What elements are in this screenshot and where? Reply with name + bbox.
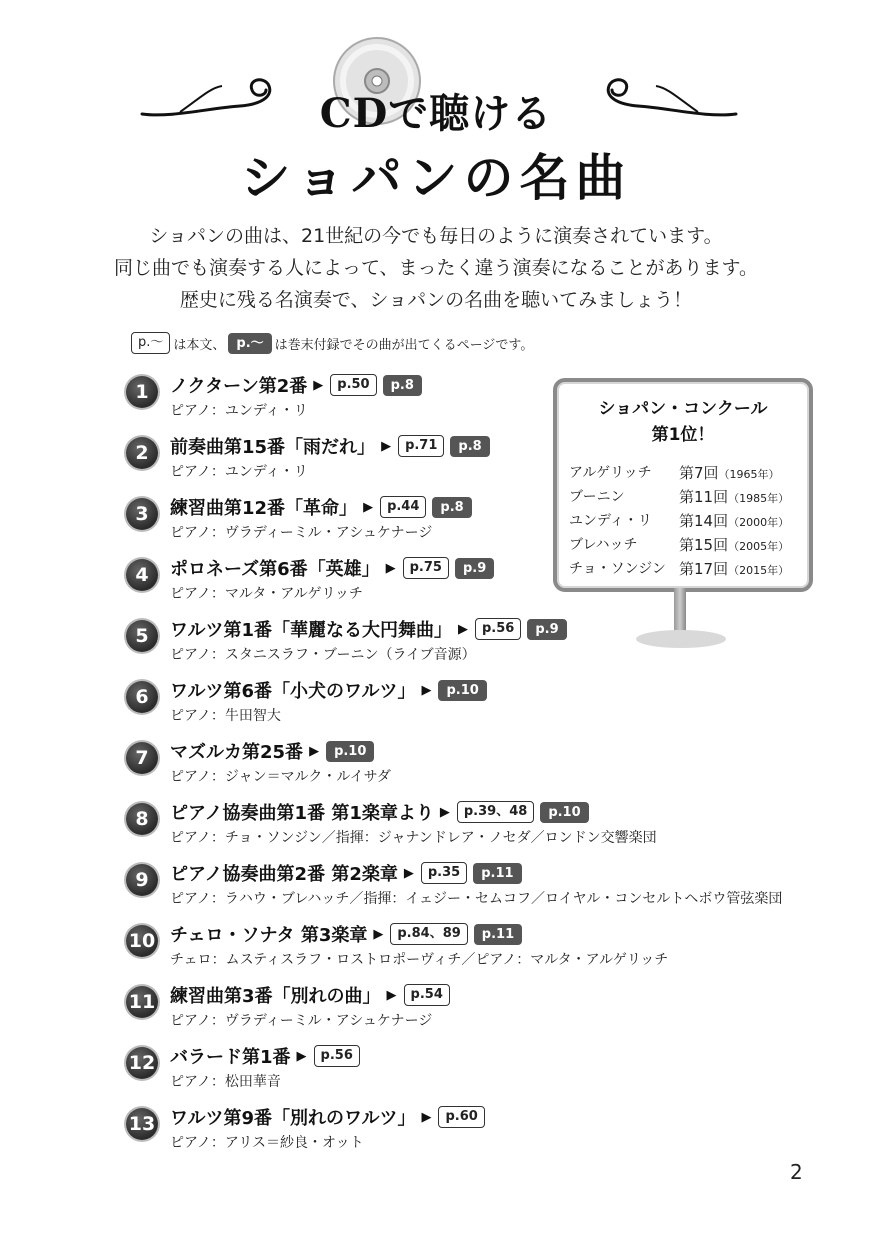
track-title: チェロ・ソナタ 第3楽章 <box>170 925 368 946</box>
text-page-ref: p.60 <box>438 1106 484 1128</box>
appendix-page-ref: p.8 <box>432 497 471 518</box>
track-title-row <box>170 738 377 764</box>
track-title-row <box>170 433 493 459</box>
track-item <box>126 738 826 794</box>
winner-round-number: 第11回 <box>679 488 729 506</box>
track-title: ワルツ第9番「別れのワルツ」 <box>170 1108 416 1129</box>
track-performer: ピアノ：ユンディ・リ <box>170 403 308 419</box>
winner-name: チョ・ソンジン <box>569 561 666 577</box>
winner-year: （2000年） <box>728 516 790 529</box>
winner-name: アルゲリッチ <box>569 465 652 481</box>
appendix-page-ref: p.11 <box>474 924 522 945</box>
winner-name: ブーニン <box>569 489 625 505</box>
play-arrow-icon: ▶ <box>385 560 396 576</box>
track-title: 練習曲第3番「別れの曲」 <box>170 986 381 1007</box>
play-arrow-icon: ▶ <box>296 1048 307 1064</box>
play-arrow-icon: ▶ <box>373 926 384 942</box>
track-performer: ピアノ：ヴラディーミル・アシュケナージ <box>170 525 433 541</box>
track-number-badge: 12 <box>126 1047 158 1079</box>
track-number-badge: 3 <box>126 498 158 530</box>
track-title-row <box>170 677 490 703</box>
track-performer: ピアノ：ラハウ・ブレハッチ／指揮：イェジー・セムコフ／ロイヤル・コンセルトヘボウ管弦楽団 <box>170 891 783 907</box>
competition-sign <box>553 378 813 592</box>
winner-round <box>679 534 789 555</box>
text-page-ref: p.71 <box>398 435 444 457</box>
track-title-row <box>170 1104 488 1130</box>
track-item <box>126 1043 826 1099</box>
winner-round-number: 第15回 <box>679 536 729 554</box>
track-item <box>126 799 826 855</box>
track-title-row <box>170 982 453 1008</box>
track-title: 前奏曲第15番「雨だれ」 <box>170 437 376 458</box>
track-performer: ピアノ：スタニスラフ・ブーニン（ライブ音源） <box>170 647 476 663</box>
winner-name: ブレハッチ <box>569 537 638 553</box>
page-title-line2: ショパンの名曲 <box>240 149 632 207</box>
appendix-page-ref: p.10 <box>326 741 374 762</box>
winner-year: （2005年） <box>728 540 790 553</box>
track-performer: ピアノ：松田華音 <box>170 1074 281 1090</box>
track-title-row <box>170 799 592 825</box>
track-title-row <box>170 372 425 398</box>
text-page-ref: p.44 <box>380 496 426 518</box>
track-performer: ピアノ：ジャン＝マルク・ルイサダ <box>170 769 391 785</box>
page-number: 2 <box>790 1160 803 1184</box>
track-number-badge: 11 <box>126 986 158 1018</box>
winner-round <box>679 462 780 483</box>
winner-round <box>679 510 789 531</box>
track-title: ノクターン第2番 <box>170 376 308 397</box>
appendix-page-ref: p.8 <box>383 375 422 396</box>
play-arrow-icon: ▶ <box>421 1109 432 1125</box>
appendix-page-ref: p.9 <box>527 619 566 640</box>
track-item <box>126 860 826 916</box>
track-number-badge: 10 <box>126 925 158 957</box>
winner-year: （1965年） <box>718 468 780 481</box>
winner-round-number: 第17回 <box>679 560 729 578</box>
intro-text <box>0 220 872 316</box>
sign-base <box>636 630 726 648</box>
track-number-badge: 6 <box>126 681 158 713</box>
track-title: マズルカ第25番 <box>170 742 304 763</box>
track-item <box>126 1104 826 1160</box>
page-header <box>0 0 872 210</box>
text-page-ref: p.56 <box>475 618 521 640</box>
track-item <box>126 921 826 977</box>
page-title-line1: CDで聴ける <box>319 90 553 137</box>
play-arrow-icon: ▶ <box>309 743 320 759</box>
track-performer: ピアノ：ユンディ・リ <box>170 464 308 480</box>
text-page-ref: p.39、48 <box>457 801 534 823</box>
track-number-badge: 1 <box>126 376 158 408</box>
track-performer: ピアノ：アリス＝紗良・オット <box>170 1135 364 1151</box>
page-legend <box>128 332 533 354</box>
appendix-page-ref: p.10 <box>438 680 486 701</box>
play-arrow-icon: ▶ <box>381 438 392 454</box>
appendix-page-ref: p.8 <box>450 436 489 457</box>
legend-text: は巻末付録でその曲が出てくるページです。 <box>274 337 534 353</box>
competition-title <box>557 396 809 448</box>
text-page-ref: p.54 <box>404 984 450 1006</box>
text-page-ref: p.84、89 <box>390 923 467 945</box>
intro-line: 歴史に残る名演奏で、ショパンの名曲を聴いてみましょう！ <box>179 289 693 311</box>
track-title-row <box>170 555 497 581</box>
track-performer: ピアノ：ヴラディーミル・アシュケナージ <box>170 1013 433 1029</box>
track-title-row <box>170 1043 363 1069</box>
track-number-badge: 2 <box>126 437 158 469</box>
appendix-page-sample: p.～ <box>228 333 271 354</box>
track-number-badge: 4 <box>126 559 158 591</box>
play-arrow-icon: ▶ <box>313 377 324 393</box>
track-title-row <box>170 616 570 642</box>
winner-year: （1985年） <box>728 492 790 505</box>
track-number-badge: 9 <box>126 864 158 896</box>
track-item <box>126 982 826 1038</box>
track-title-row <box>170 860 525 886</box>
play-arrow-icon: ▶ <box>457 621 468 637</box>
play-arrow-icon: ▶ <box>421 682 432 698</box>
track-title: バラード第1番 <box>170 1047 291 1068</box>
track-performer: ピアノ：マルタ・アルゲリッチ <box>170 586 363 602</box>
competition-title-line2: 第1位！ <box>651 425 715 445</box>
text-page-sample: p.～ <box>131 332 170 354</box>
track-number-badge: 5 <box>126 620 158 652</box>
winner-year: （2015年） <box>728 564 790 577</box>
track-title: ポロネーズ第6番「英雄」 <box>170 559 380 580</box>
track-number-badge: 13 <box>126 1108 158 1140</box>
text-page-ref: p.35 <box>421 862 467 884</box>
track-title-row <box>170 494 475 520</box>
track-item <box>126 616 826 672</box>
track-title: ワルツ第6番「小犬のワルツ」 <box>170 681 416 702</box>
play-arrow-icon: ▶ <box>386 987 397 1003</box>
play-arrow-icon: ▶ <box>403 865 414 881</box>
track-performer: ピアノ：牛田智大 <box>170 708 281 724</box>
play-arrow-icon: ▶ <box>439 804 450 820</box>
track-item <box>126 677 826 733</box>
track-title-row <box>170 921 525 947</box>
winner-round-number: 第7回 <box>679 464 719 482</box>
winner-round <box>679 558 789 579</box>
appendix-page-ref: p.9 <box>455 558 494 579</box>
winner-round-number: 第14回 <box>679 512 729 530</box>
play-arrow-icon: ▶ <box>363 499 374 515</box>
track-title: ワルツ第1番「華麗なる大円舞曲」 <box>170 620 452 641</box>
appendix-page-ref: p.10 <box>540 802 588 823</box>
track-number-badge: 7 <box>126 742 158 774</box>
winner-name: ユンディ・リ <box>569 513 652 529</box>
track-performer: ピアノ：チョ・ソンジン／指揮：ジャナンドレア・ノセダ／ロンドン交響楽団 <box>170 830 657 846</box>
track-performer: チェロ：ムスティスラフ・ロストロポーヴィチ／ピアノ：マルタ・アルゲリッチ <box>170 952 669 968</box>
appendix-page-ref: p.11 <box>473 863 521 884</box>
intro-line: ショパンの曲は、21世紀の今でも毎日のように演奏されています。 <box>149 225 723 247</box>
text-page-ref: p.56 <box>314 1045 360 1067</box>
track-title: 練習曲第12番「革命」 <box>170 498 358 519</box>
intro-line: 同じ曲でも演奏する人によって、まったく違う演奏になることがあります。 <box>113 257 759 279</box>
track-title: ピアノ協奏曲第1番 第1楽章より <box>170 803 434 824</box>
legend-text: は本文、 <box>173 337 226 353</box>
text-page-ref: p.50 <box>330 374 376 396</box>
winner-round <box>679 486 789 507</box>
text-page-ref: p.75 <box>403 557 449 579</box>
track-title: ピアノ協奏曲第2番 第2楽章 <box>170 864 398 885</box>
track-number-badge: 8 <box>126 803 158 835</box>
competition-title-line1: ショパン・コンクール <box>598 399 768 419</box>
